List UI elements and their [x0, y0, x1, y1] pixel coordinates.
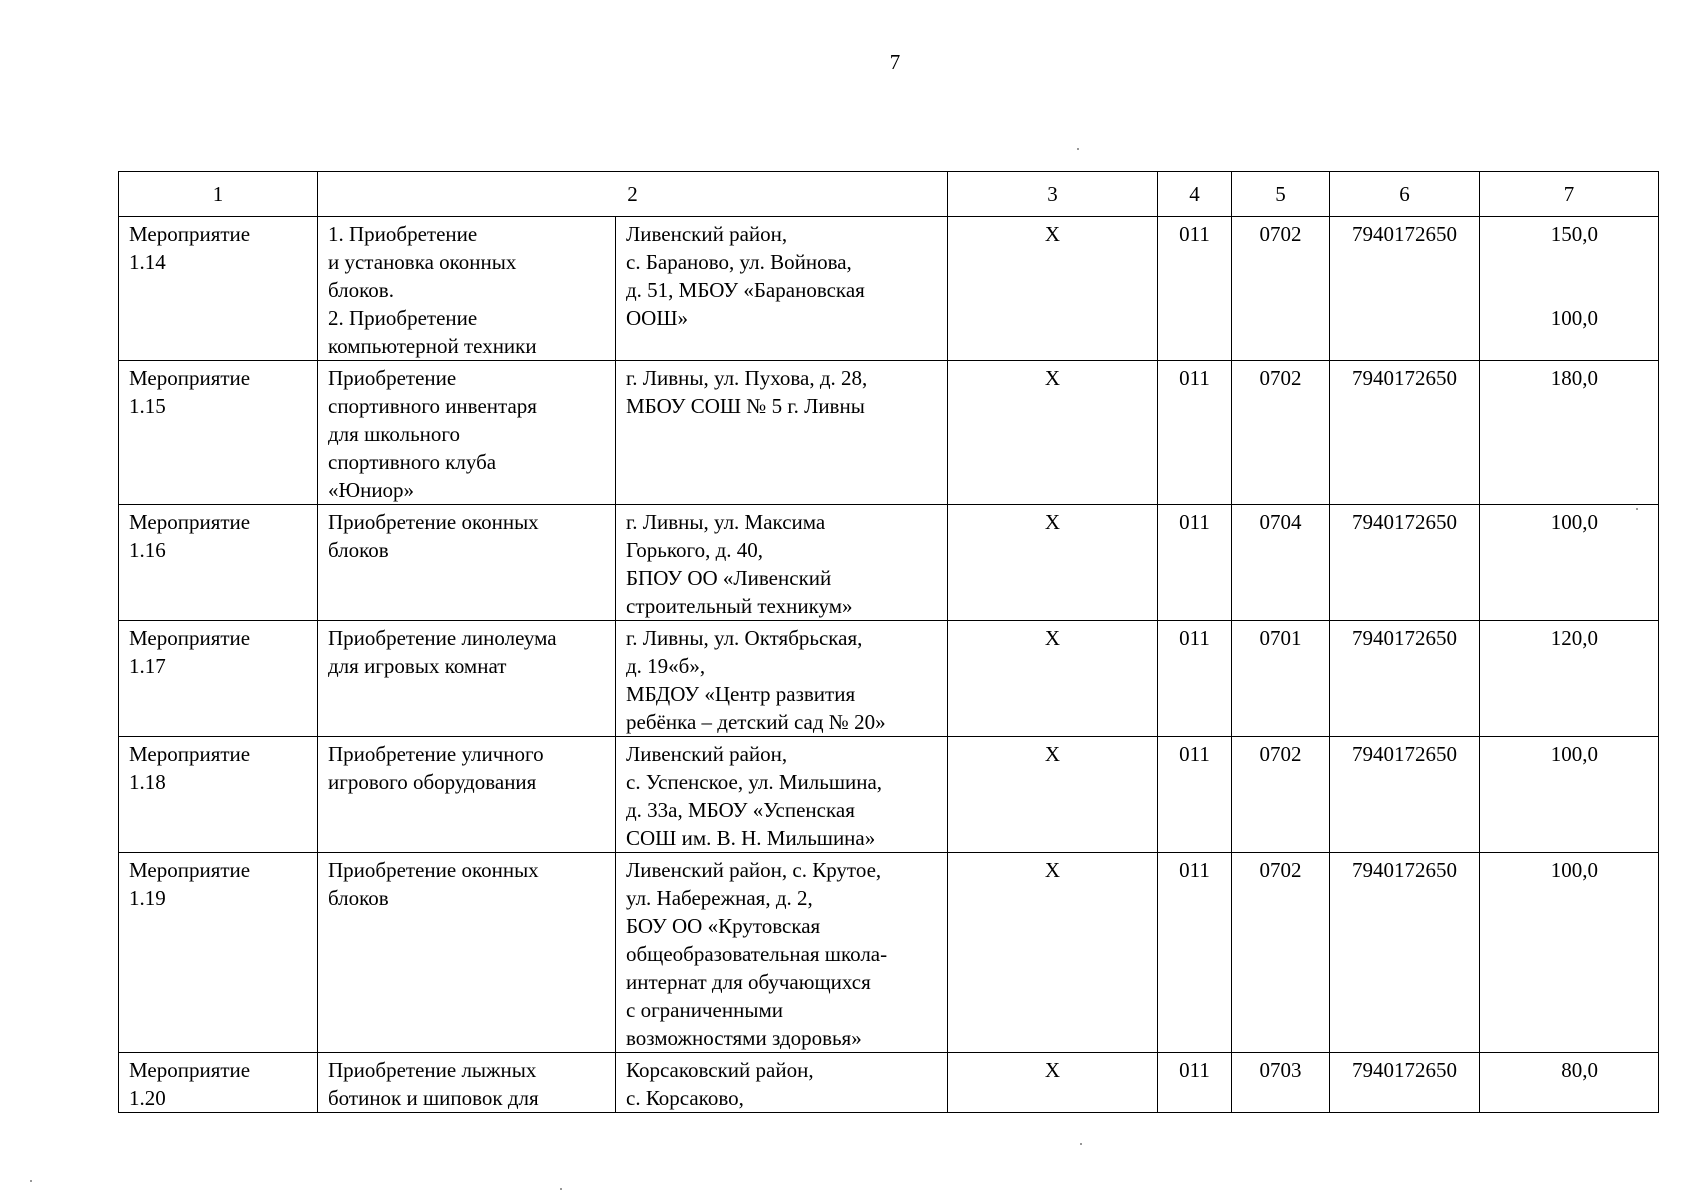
name-cell-line: Приобретение уличного — [328, 742, 544, 766]
address-cell-line: Горького, д. 40, — [626, 538, 764, 562]
address-cell-line: с. Бараново, ул. Войнова, — [626, 250, 852, 274]
address-cell-line: возможностями здоровья» — [626, 1026, 862, 1050]
col5-cell: 0702 — [1232, 853, 1330, 1053]
col5-cell: 0703 — [1232, 1053, 1330, 1113]
address-cell — [616, 1053, 948, 1113]
col5-cell: 0702 — [1232, 737, 1330, 853]
page-number: 7 — [889, 50, 901, 74]
amount-cell — [1480, 505, 1659, 621]
col4-cell: 011 — [1158, 737, 1232, 853]
name-cell-line: Приобретение оконных — [328, 510, 539, 534]
scan-speck — [1080, 1143, 1082, 1145]
col6-cell: 7940172650 — [1330, 505, 1480, 621]
address-cell-line: г. Ливны, ул. Максима — [626, 510, 826, 534]
col3-cell: X — [948, 853, 1158, 1053]
scan-speck — [30, 1180, 32, 1182]
col4-cell: 011 — [1158, 853, 1232, 1053]
event-cell-line: 1.20 — [129, 1086, 166, 1110]
event-cell — [119, 853, 318, 1053]
event-cell — [119, 361, 318, 505]
event-cell-line: 1.14 — [129, 250, 166, 274]
header-cell: 1 — [119, 172, 318, 217]
address-cell-line: ООШ» — [626, 306, 689, 330]
address-cell-line: с. Корсаково, — [626, 1086, 744, 1110]
col6-cell: 7940172650 — [1330, 737, 1480, 853]
budget-table — [118, 171, 1659, 1113]
amount-cell — [1480, 621, 1659, 737]
name-cell-line: блоков — [328, 538, 389, 562]
col4-cell: 011 — [1158, 621, 1232, 737]
address-cell-line: д. 51, МБОУ «Барановская — [626, 278, 865, 302]
amount-value: 150,0 — [1550, 222, 1598, 246]
address-cell-line: общеобразовательная школа- — [626, 942, 888, 966]
address-cell-line: г. Ливны, ул. Пухова, д. 28, — [626, 366, 868, 390]
name-cell-line: 2. Приобретение — [328, 306, 478, 330]
amount-cell — [1480, 1053, 1659, 1113]
amount-cell — [1480, 853, 1659, 1053]
event-cell — [119, 737, 318, 853]
amount-value: 100,0 — [1550, 858, 1598, 882]
col5-cell: 0701 — [1232, 621, 1330, 737]
col5-cell: 0702 — [1232, 217, 1330, 361]
address-cell-line: МБДОУ «Центр развития — [626, 682, 856, 706]
address-cell-line: строительный техникум» — [626, 594, 853, 618]
address-cell-line: ул. Набережная, д. 2, — [626, 886, 813, 910]
name-cell-line: и установка оконных — [328, 250, 517, 274]
col6-cell: 7940172650 — [1330, 217, 1480, 361]
name-cell — [318, 361, 616, 505]
scan-speck — [560, 1188, 562, 1190]
address-cell-line: СОШ им. В. Н. Мильшина» — [626, 826, 876, 850]
amount-value: 80,0 — [1561, 1058, 1598, 1082]
table-row — [119, 217, 1659, 361]
event-cell-line: Мероприятие — [129, 858, 251, 882]
amount-value: 100,0 — [1550, 742, 1598, 766]
amount-cell — [1480, 361, 1659, 505]
name-cell-line: «Юниор» — [328, 478, 415, 502]
col3-cell: X — [948, 361, 1158, 505]
header-cell: 7 — [1480, 172, 1659, 217]
event-cell-line: Мероприятие — [129, 626, 251, 650]
event-cell — [119, 505, 318, 621]
table-header-row — [119, 172, 1659, 217]
table-row — [119, 361, 1659, 505]
col4-cell: 011 — [1158, 361, 1232, 505]
name-cell — [318, 621, 616, 737]
header-cell: 4 — [1158, 172, 1232, 217]
amount-cell — [1480, 217, 1659, 361]
address-cell-line: Ливенский район, — [626, 222, 788, 246]
header-cell: 3 — [948, 172, 1158, 217]
table-row — [119, 505, 1659, 621]
name-cell-line: ботинок и шиповок для — [328, 1086, 539, 1110]
address-cell-line: БПОУ ОО «Ливенский — [626, 566, 832, 590]
col3-cell: X — [948, 505, 1158, 621]
event-cell-line: 1.19 — [129, 886, 166, 910]
name-cell-line: блоков. — [328, 278, 394, 302]
scan-speck — [1636, 508, 1638, 510]
event-cell-line: Мероприятие — [129, 742, 251, 766]
name-cell-line: Приобретение — [328, 366, 457, 390]
table-row — [119, 737, 1659, 853]
col4-cell: 011 — [1158, 1053, 1232, 1113]
address-cell — [616, 361, 948, 505]
address-cell — [616, 217, 948, 361]
address-cell-line: интернат для обучающихся — [626, 970, 871, 994]
name-cell-line: 1. Приобретение — [328, 222, 478, 246]
scan-speck — [1077, 148, 1079, 150]
table-row — [119, 1053, 1659, 1113]
event-cell-line: 1.17 — [129, 654, 166, 678]
amount-value: 100,0 — [1550, 510, 1598, 534]
address-cell — [616, 621, 948, 737]
amount-cell — [1480, 737, 1659, 853]
event-cell-line: Мероприятие — [129, 510, 251, 534]
address-cell-line: ребёнка – детский сад № 20» — [626, 710, 886, 734]
address-cell-line: с ограниченными — [626, 998, 783, 1022]
address-cell — [616, 505, 948, 621]
address-cell-line: г. Ливны, ул. Октябрьская, — [626, 626, 863, 650]
event-cell-line: Мероприятие — [129, 1058, 251, 1082]
amount-value: 180,0 — [1550, 366, 1598, 390]
header-cell: 5 — [1232, 172, 1330, 217]
col6-cell: 7940172650 — [1330, 621, 1480, 737]
col4-cell: 011 — [1158, 217, 1232, 361]
event-cell — [119, 1053, 318, 1113]
name-cell-line: Приобретение линолеума — [328, 626, 557, 650]
col4-cell: 011 — [1158, 505, 1232, 621]
address-cell-line: Ливенский район, — [626, 742, 788, 766]
col3-cell: X — [948, 217, 1158, 361]
address-cell-line: Корсаковский район, — [626, 1058, 814, 1082]
address-cell — [616, 737, 948, 853]
amount-value: 100,0 — [1550, 306, 1598, 330]
header-cell: 2 — [318, 172, 948, 217]
name-cell-line: для школьного — [328, 422, 460, 446]
col5-cell: 0702 — [1232, 361, 1330, 505]
col3-cell: X — [948, 621, 1158, 737]
name-cell — [318, 1053, 616, 1113]
name-cell-line: Приобретение оконных — [328, 858, 539, 882]
col5-cell: 0704 — [1232, 505, 1330, 621]
name-cell — [318, 737, 616, 853]
address-cell-line: МБОУ СОШ № 5 г. Ливны — [626, 394, 865, 418]
event-cell-line: 1.18 — [129, 770, 166, 794]
name-cell — [318, 217, 616, 361]
address-cell — [616, 853, 948, 1053]
event-cell-line: Мероприятие — [129, 366, 251, 390]
address-cell-line: с. Успенское, ул. Мильшина, — [626, 770, 883, 794]
col6-cell: 7940172650 — [1330, 853, 1480, 1053]
event-cell-line: Мероприятие — [129, 222, 251, 246]
name-cell-line: спортивного инвентаря — [328, 394, 537, 418]
address-cell-line: Ливенский район, с. Крутое, — [626, 858, 882, 882]
event-cell-line: 1.16 — [129, 538, 166, 562]
address-cell-line: д. 19«б», — [626, 654, 706, 678]
col6-cell: 7940172650 — [1330, 361, 1480, 505]
name-cell — [318, 505, 616, 621]
name-cell-line: блоков — [328, 886, 389, 910]
event-cell — [119, 621, 318, 737]
event-cell-line: 1.15 — [129, 394, 166, 418]
name-cell-line: для игровых комнат — [328, 654, 507, 678]
address-cell-line: БОУ ОО «Крутовская — [626, 914, 821, 938]
name-cell-line: компьютерной техники — [328, 334, 537, 358]
name-cell-line: Приобретение лыжных — [328, 1058, 537, 1082]
table-row — [119, 853, 1659, 1053]
name-cell-line: спортивного клуба — [328, 450, 497, 474]
event-cell — [119, 217, 318, 361]
name-cell — [318, 853, 616, 1053]
col3-cell: X — [948, 1053, 1158, 1113]
col3-cell: X — [948, 737, 1158, 853]
col6-cell: 7940172650 — [1330, 1053, 1480, 1113]
header-cell: 6 — [1330, 172, 1480, 217]
amount-value: 120,0 — [1550, 626, 1598, 650]
table-row — [119, 621, 1659, 737]
address-cell-line: д. 33а, МБОУ «Успенская — [626, 798, 855, 822]
name-cell-line: игрового оборудования — [328, 770, 537, 794]
